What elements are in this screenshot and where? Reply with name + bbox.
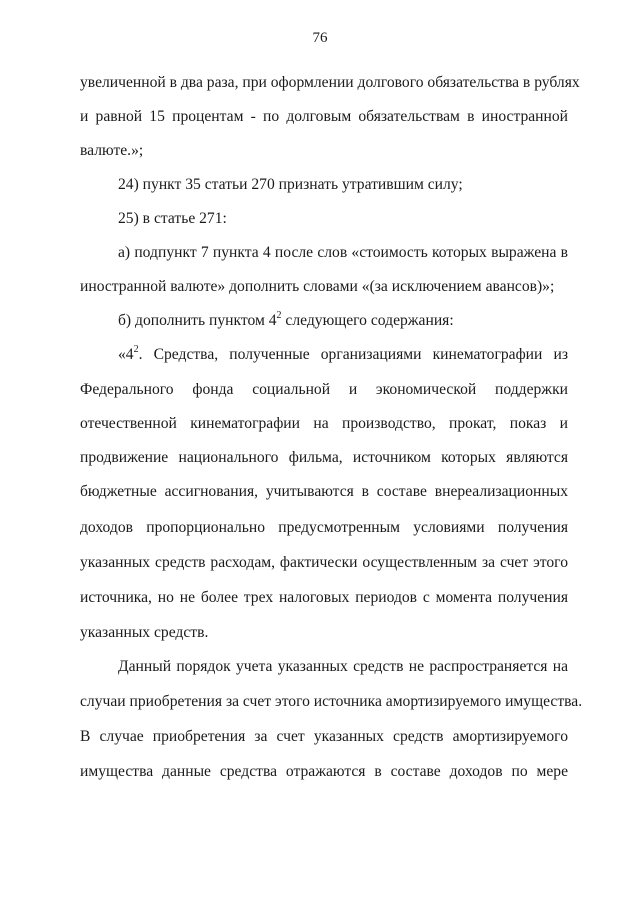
- text-line: Федерального фонда социальной и экономической поддержки: [80, 381, 568, 398]
- text-line: доходов пропорционально предусмотренным условиями получения: [80, 519, 568, 536]
- text-line: указанных средств.: [80, 624, 209, 641]
- text-fragment: «4: [118, 346, 134, 363]
- text-line: указанных средств расходам, фактически осуществленным за счет этого: [80, 554, 568, 571]
- text-line: бюджетные ассигнования, учитываются в составе внереализационных: [80, 483, 568, 500]
- page-number: 76: [312, 30, 328, 46]
- text-line: отечественной кинематографии на производство, прокат, показ и: [80, 415, 568, 432]
- text-line: В случае приобретения за счет указанных средств амортизируемого: [80, 728, 568, 745]
- subitem-b: [118, 311, 568, 331]
- text-line: и равной 15 процентам - по долговым обязательствам в иностранной: [80, 108, 568, 125]
- text-line: имущества данные средства отражаются в составе доходов по мере: [80, 763, 568, 780]
- paragraph-start: Данный порядок учета указанных средств не распространяется на: [118, 658, 568, 675]
- text-line: продвижение национального фильма, источником которых являются: [80, 449, 568, 466]
- text-fragment: . Средства, полученные организациями кинематографии из: [138, 346, 568, 363]
- text-line: случаи приобретения за счет этого источника амортизируемого имущества.: [80, 693, 583, 710]
- clause-4-2-start: [118, 345, 568, 365]
- subitem-a: а) подпункт 7 пункта 4 после слов «стоимость которых выражена в: [118, 244, 568, 261]
- superscript: 2: [276, 309, 282, 321]
- text-line: увеличенной в два раза, при оформлении долгового обязательства в рублях: [80, 74, 580, 91]
- text-line: валюте.»;: [80, 142, 144, 159]
- superscript: 2: [133, 343, 139, 355]
- text-line: иностранной валюте» дополнить словами «(за исключением авансов)»;: [80, 278, 555, 295]
- text-fragment: следующего содержания:: [281, 312, 454, 329]
- list-item-25: 25) в статье 271:: [118, 210, 227, 227]
- list-item-24: 24) пункт 35 статьи 270 признать утратившим силу;: [118, 176, 463, 193]
- text-line: источника, но не более трех налоговых периодов с момента получения: [80, 589, 568, 606]
- text-fragment: б) дополнить пунктом 4: [118, 312, 277, 329]
